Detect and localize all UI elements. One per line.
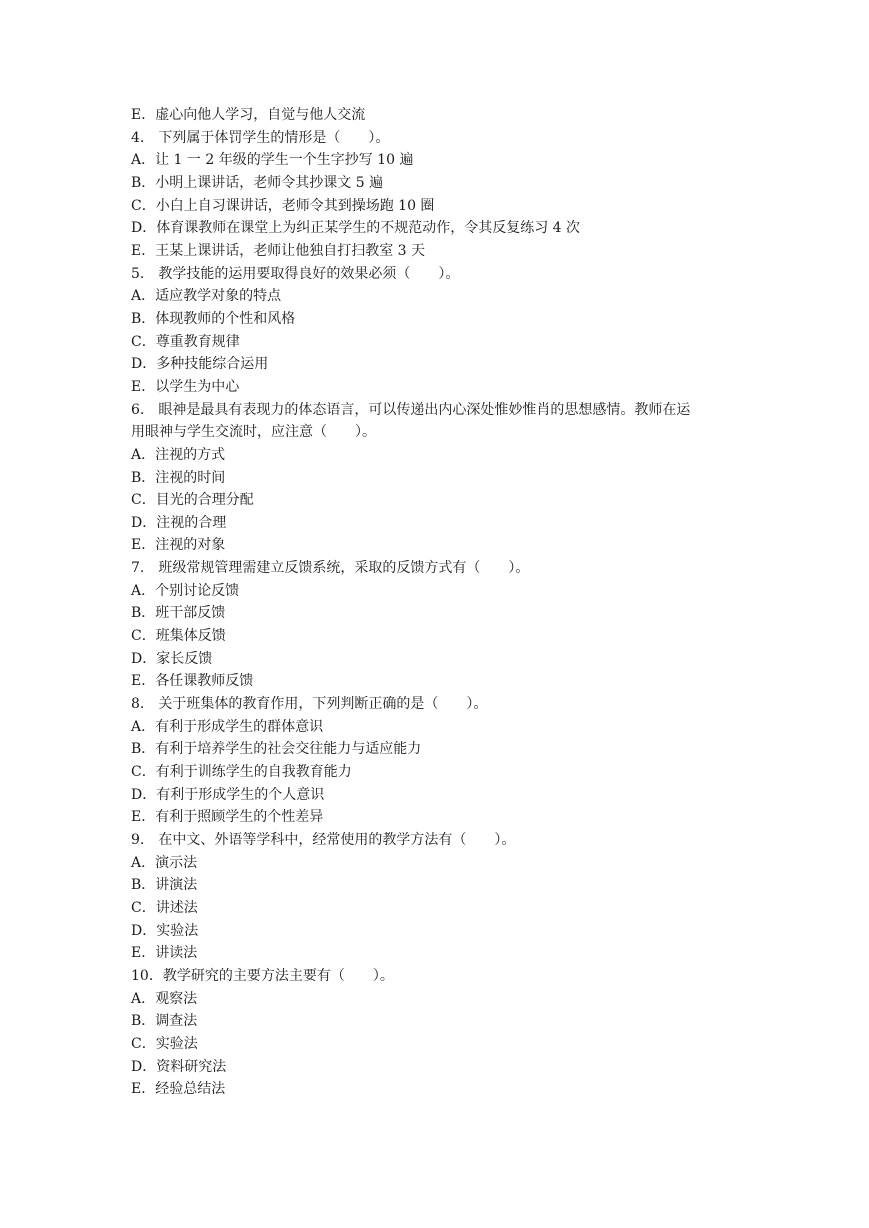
- text-line: E．王某上课讲话，老师让他独自打扫教室 3 天: [131, 242, 426, 259]
- text-line: E．注视的对象: [131, 537, 226, 554]
- text-line: 7. 班级常规管理需建立反馈系统，采取的反馈方式有（ ）。: [131, 560, 530, 577]
- text-line: B．小明上课讲话，老师令其抄课文 5 遍: [131, 174, 384, 191]
- text-line: B．注视的时间: [131, 469, 226, 486]
- text-line: C．实验法: [131, 1035, 198, 1052]
- text-line: 10．教学研究的主要方法主要有（ ）。: [131, 967, 394, 984]
- text-line: E．各任课教师反馈: [131, 673, 254, 690]
- text-line: C．班集体反馈: [131, 628, 226, 645]
- text-line: B．调查法: [131, 1013, 198, 1030]
- text-line: 4. 下列属于体罚学生的情形是（ ）。: [131, 129, 390, 146]
- text-line: B．班干部反馈: [131, 605, 226, 622]
- document-body: [131, 104, 746, 1101]
- text-line: D．家长反馈: [131, 650, 213, 667]
- text-line: C．小白上自习课讲话，老师令其到操场跑 10 圈: [131, 197, 435, 214]
- text-line: E．有利于照顾学生的个性差异: [131, 809, 324, 826]
- text-line: D．多种技能综合运用: [131, 356, 269, 373]
- text-line: 8. 关于班集体的教育作用，下列判断正确的是（ ）。: [131, 696, 488, 713]
- text-line: E．虚心向他人学习，自觉与他人交流: [131, 107, 366, 123]
- text-line: D．实验法: [131, 922, 199, 939]
- text-line: C．有利于训练学生的自我教育能力: [131, 764, 352, 781]
- text-line: A．注视的方式: [131, 446, 226, 463]
- text-line: 6. 眼神是最具有表现力的体态语言，可以传递出内心深处惟妙惟肖的思想感情。教师在运: [131, 401, 691, 418]
- text-line: C．讲述法: [131, 899, 198, 916]
- text-line: A．个别讨论反馈: [131, 582, 240, 599]
- text-line: D．有利于形成学生的个人意识: [131, 786, 325, 803]
- text-line: E．以学生为中心: [131, 378, 240, 395]
- text-line: A．让 1 一 2 年级的学生一个生字抄写 10 遍: [131, 152, 414, 169]
- text-line: D．注视的合理: [131, 514, 227, 531]
- text-line: 5. 教学技能的运用要取得良好的效果必须（ ）。: [131, 265, 460, 282]
- text-line: 9. 在中文、外语等学科中，经常使用的教学方法有（ ）。: [131, 832, 516, 848]
- text-line: D．资料研究法: [131, 1058, 227, 1075]
- text-line: A．有利于形成学生的群体意识: [131, 718, 324, 735]
- text-line: C．尊重教育规律: [131, 333, 240, 350]
- text-line: C．目光的合理分配: [131, 492, 254, 509]
- text-line: E．讲读法: [131, 945, 198, 962]
- text-line: A．演示法: [131, 854, 198, 871]
- text-line: A．观察法: [131, 990, 198, 1007]
- text-line: 用眼神与学生交流时，应注意（ ）。: [131, 424, 376, 441]
- text-line: B．讲演法: [131, 877, 198, 894]
- text-line: D．体育课教师在课堂上为纠正某学生的不规范动作，令其反复练习 4 次: [131, 220, 581, 237]
- text-line: B．体现教师的个性和风格: [131, 310, 296, 327]
- text-line: B．有利于培养学生的社会交往能力与适应能力: [131, 741, 422, 758]
- text-line: A．适应教学对象的特点: [131, 288, 282, 305]
- text-line: E．经验总结法: [131, 1081, 226, 1098]
